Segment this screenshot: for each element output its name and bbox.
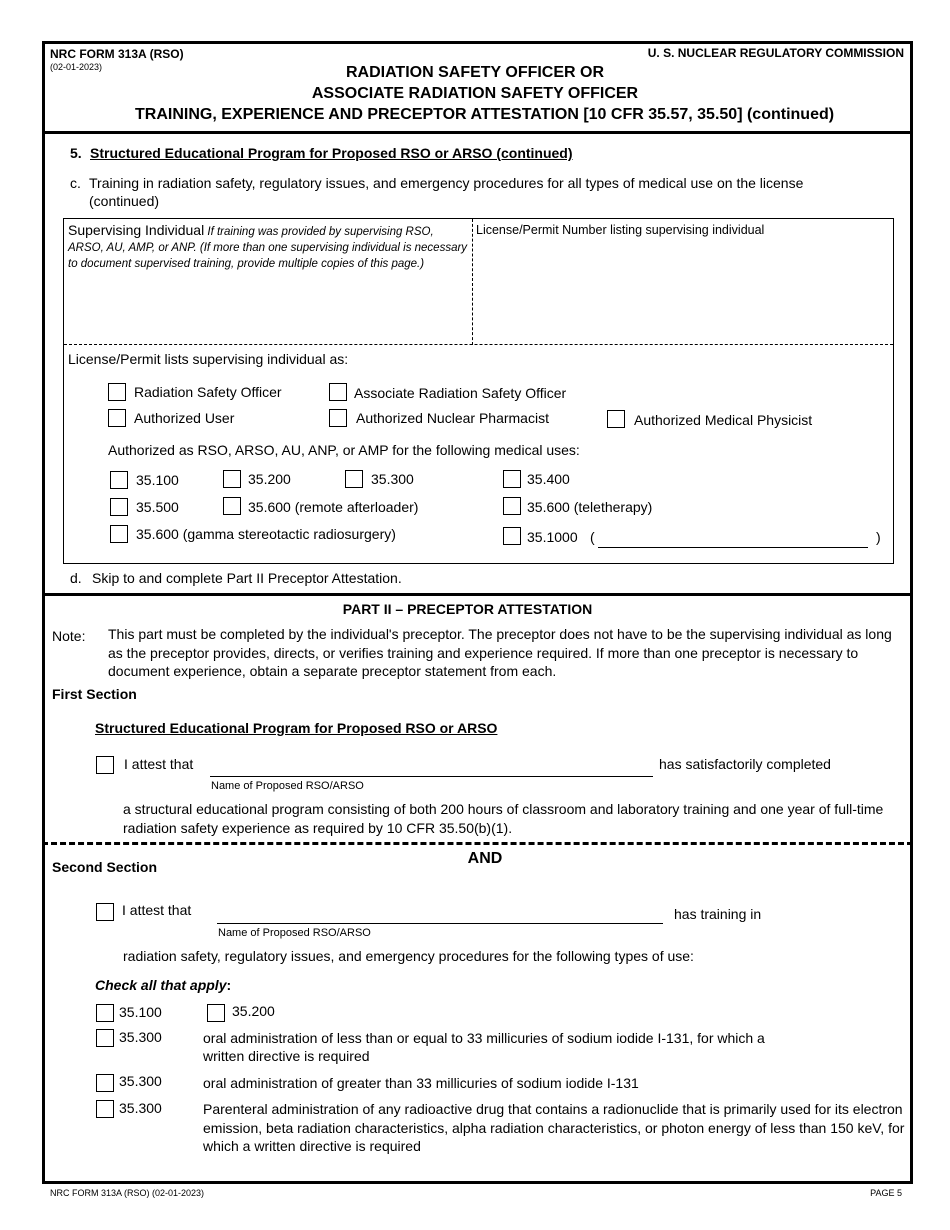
s2-use-35-300-b-checkbox[interactable] — [96, 1074, 114, 1092]
first-section-label: First Section — [52, 686, 137, 702]
note-text: This part must be completed by the individual's preceptor. The preceptor does not have to be the supervising individual as long as the preceptor provides, directs, or verifies training and experience required. If more than one preceptor is necessary to document experience, obtain a separate preceptor statement from each. — [108, 626, 892, 679]
second-attest-label: I attest that — [122, 902, 192, 918]
s2-use-35-300-a-label: 35.300 — [119, 1029, 162, 1045]
use-35-500-checkbox[interactable] — [110, 498, 128, 516]
second-section-label: Second Section — [52, 859, 158, 875]
role-arso-checkbox[interactable] — [329, 383, 347, 401]
footer-page-number: PAGE 5 — [870, 1188, 902, 1198]
second-name-caption: Name of Proposed RSO/ARSO — [218, 927, 371, 939]
check-all-colon: : — [226, 977, 232, 993]
header-divider — [42, 131, 913, 134]
title-line-1: RADIATION SAFETY OFFICER OR — [345, 64, 605, 81]
use-35-200-checkbox[interactable] — [223, 470, 241, 488]
paren-open: ( — [590, 529, 595, 545]
first-attest-checkbox[interactable] — [96, 756, 114, 774]
role-arso-label: Associate Radiation Safety Officer — [354, 385, 567, 401]
s2-use-35-300-c-checkbox[interactable] — [96, 1100, 114, 1118]
s2-use-35-300-a-checkbox[interactable] — [96, 1029, 114, 1047]
s2-use-35-300-b-desc: oral administration of greater than 33 millicuries of sodium iodide I-131 — [203, 1075, 639, 1091]
supervising-individual-field[interactable] — [68, 222, 468, 272]
first-name-caption: Name of Proposed RSO/ARSO — [211, 780, 364, 792]
first-attest-label: I attest that — [124, 756, 194, 772]
lists-as-label: License/Permit lists supervising individual as: — [68, 351, 349, 367]
first-section-heading: Structured Educational Program for Proposed RSO or ARSO — [95, 720, 498, 736]
and-label: AND — [467, 850, 503, 867]
use-35-1000-checkbox[interactable] — [503, 527, 521, 545]
use-35-1000-specify-field[interactable] — [598, 547, 868, 548]
role-au-label: Authorized User — [134, 410, 235, 426]
license-number-field[interactable] — [473, 242, 893, 342]
item-c-text: Training in radiation safety, regulatory issues, and emergency procedures for all types of medical use on the license (continued) — [89, 175, 804, 209]
first-name-field[interactable] — [210, 776, 653, 777]
first-completed-label: has satisfactorily completed — [659, 756, 831, 772]
footer-form-id: NRC FORM 313A (RSO) (02-01-2023) — [50, 1188, 205, 1198]
use-35-600-gamma-label: 35.600 (gamma stereotactic radiosurgery) — [136, 526, 396, 542]
use-35-300-checkbox[interactable] — [345, 470, 363, 488]
title-line-2: ASSOCIATE RADIATION SAFETY OFFICER — [311, 85, 639, 102]
supervising-note: If training was provided by supervising RSO, ARSO, AU, AMP, or ANP. (If more than one supervising individual is necessary to document supervised training, provide multiple copies of this page.) — [68, 226, 468, 270]
item-c-letter: c. — [70, 175, 81, 191]
s2-use-35-300-b-label: 35.300 — [119, 1073, 162, 1089]
part2-title: PART II – PRECEPTOR ATTESTATION — [342, 601, 593, 617]
section-number: 5. — [70, 145, 82, 161]
item-d-text: Skip to and complete Part II Preceptor Attestation. — [92, 570, 402, 586]
use-35-600-teletherapy-label: 35.600 (teletherapy) — [527, 499, 653, 515]
use-35-300-label: 35.300 — [371, 471, 414, 487]
agency-name: U. S. NUCLEAR REGULATORY COMMISSION — [647, 46, 904, 60]
s2-use-35-300-a-desc: oral administration of less than or equal to 33 millicuries of sodium iodide I-131, for which a written directive is required — [203, 1030, 765, 1064]
use-35-600-teletherapy-checkbox[interactable] — [503, 497, 521, 515]
section-dashed-divider — [42, 842, 913, 845]
license-number-label: License/Permit Number listing supervising individual — [476, 223, 765, 237]
use-35-100-checkbox[interactable] — [110, 471, 128, 489]
s2-use-35-300-c-label: 35.300 — [119, 1100, 162, 1116]
use-35-600-remote-label: 35.600 (remote afterloader) — [248, 499, 419, 515]
form-date: (02-01-2023) — [50, 62, 103, 72]
role-rso-label: Radiation Safety Officer — [134, 384, 282, 400]
role-amp-label: Authorized Medical Physicist — [634, 412, 813, 428]
role-amp-checkbox[interactable] — [607, 410, 625, 428]
s2-use-35-100-checkbox[interactable] — [96, 1004, 114, 1022]
use-35-600-gamma-checkbox[interactable] — [110, 525, 128, 543]
s2-use-35-200-label: 35.200 — [232, 1003, 275, 1019]
use-35-400-checkbox[interactable] — [503, 470, 521, 488]
use-35-200-label: 35.200 — [248, 471, 291, 487]
role-anp-checkbox[interactable] — [329, 409, 347, 427]
section-heading: Structured Educational Program for Proposed RSO or ARSO (continued) — [90, 145, 573, 161]
use-35-100-label: 35.100 — [136, 472, 179, 488]
form-id: NRC FORM 313A (RSO) — [50, 47, 184, 61]
title-line-3: TRAINING, EXPERIENCE AND PRECEPTOR ATTESTATION [10 CFR 35.57, 35.50] (continued) — [135, 106, 835, 123]
role-rso-checkbox[interactable] — [108, 383, 126, 401]
part2-divider — [42, 593, 913, 596]
s2-use-35-300-c-desc: Parenteral administration of any radioactive drug that contains a radionuclide that is primarily used for its electron emission, beta radiation characteristics, alpha radiation characteristics, or photon energy of less than 150 keV, for which a written directive is required — [203, 1101, 905, 1154]
second-attest-checkbox[interactable] — [96, 903, 114, 921]
supervising-box-hdivider — [64, 344, 893, 345]
check-all-text: Check all that apply — [95, 977, 227, 993]
first-body-text: a structural educational program consisting of both 200 hours of classroom and laboratory training and one year of full-time radiation safety experience as required by 10 CFR 35.50(b)(1). — [123, 801, 884, 836]
second-name-field[interactable] — [217, 923, 663, 924]
use-35-400-label: 35.400 — [527, 471, 570, 487]
role-au-checkbox[interactable] — [108, 409, 126, 427]
second-has-label: has training in — [674, 906, 762, 922]
role-anp-label: Authorized Nuclear Pharmacist — [356, 410, 549, 426]
use-35-1000-label: 35.1000 — [527, 529, 578, 545]
second-body-text: radiation safety, regulatory issues, and emergency procedures for the following types of use: — [123, 948, 694, 964]
supervising-label: Supervising Individual — [68, 222, 205, 238]
paren-close: ) — [876, 529, 881, 545]
use-35-600-remote-checkbox[interactable] — [223, 497, 241, 515]
use-35-500-label: 35.500 — [136, 499, 179, 515]
s2-use-35-200-checkbox[interactable] — [207, 1004, 225, 1022]
item-d-letter: d. — [70, 570, 82, 586]
check-all-label — [95, 976, 231, 994]
s2-use-35-100-label: 35.100 — [119, 1004, 162, 1020]
note-label: Note: — [52, 628, 86, 644]
authorized-uses-label: Authorized as RSO, ARSO, AU, ANP, or AMP for the following medical uses: — [108, 442, 580, 458]
